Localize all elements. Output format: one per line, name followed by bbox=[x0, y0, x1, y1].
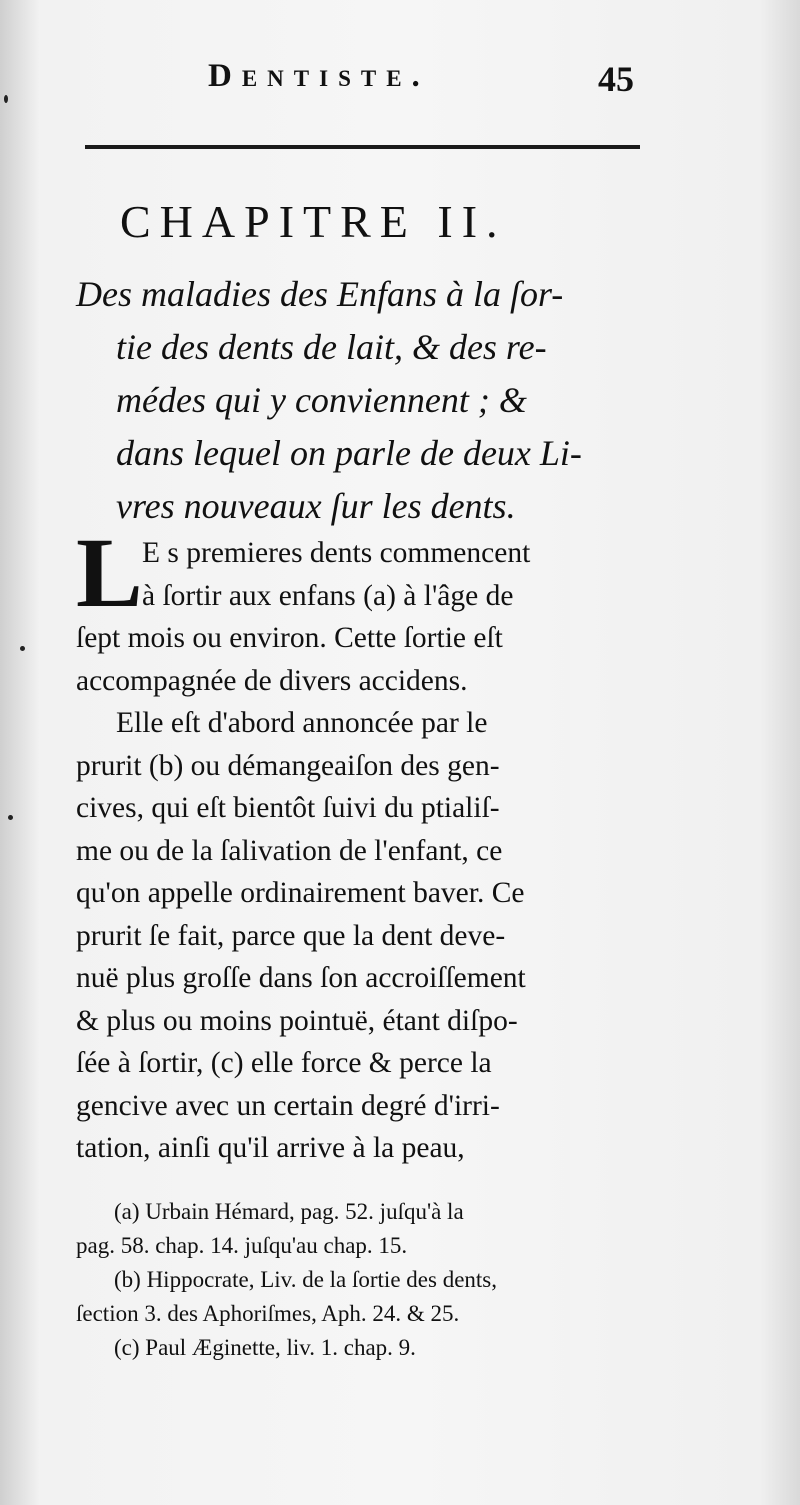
body-line: ſée à ſortir, (c) elle force & perce la bbox=[76, 1047, 492, 1079]
body-line: gencive avec un certain degré d'irri- bbox=[76, 1089, 500, 1122]
ink-speck bbox=[20, 646, 25, 651]
running-head bbox=[0, 58, 800, 102]
body-line: accompagnée de divers accidens. bbox=[76, 664, 468, 697]
body-line: tation, ainſi qu'il arrive à la peau, bbox=[76, 1132, 465, 1164]
body-line: nuë plus groſſe dans ſon accroiſſement bbox=[76, 962, 526, 994]
footnote-line: (c) Paul Æginette, liv. 1. chap. 9. bbox=[114, 1335, 416, 1360]
footnote-line: (a) Urbain Hémard, pag. 52. juſqu'à la bbox=[114, 1199, 464, 1224]
subtitle-line: dans lequel on parle de deux Li- bbox=[116, 433, 582, 473]
chapter-subtitle bbox=[76, 268, 676, 533]
drop-cap: L bbox=[76, 517, 143, 628]
body-text bbox=[76, 517, 676, 1170]
body-line: E s premieres dents commencent bbox=[142, 537, 531, 569]
footnote-line: (b) Hippocrate, Liv. de la ſortie des dents, bbox=[114, 1267, 497, 1292]
subtitle-line: Des maladies des Enfans à la ſor- bbox=[76, 274, 564, 314]
body-line: me ou de la ſalivation de l'enfant, ce bbox=[76, 834, 503, 867]
chapter-title: CHAPITRE II. bbox=[120, 196, 507, 247]
body-line: qu'on appelle ordinairement baver. Ce bbox=[76, 877, 525, 909]
body-line: prurit ſe fait, parce que la dent deve- bbox=[76, 919, 506, 952]
ink-speck bbox=[4, 95, 8, 103]
header-rule bbox=[85, 145, 640, 149]
running-title: Dentiste. bbox=[208, 58, 430, 94]
subtitle-line: tie des dents de lait, & des re- bbox=[116, 327, 547, 367]
ink-speck bbox=[8, 815, 13, 820]
page-number: 45 bbox=[598, 59, 634, 99]
body-line: Elle eſt d'abord annoncée par le bbox=[116, 707, 488, 739]
subtitle-line: vres nouveaux ſur les dents. bbox=[116, 486, 516, 526]
footnote-line: pag. 58. chap. 14. juſqu'au chap. 15. bbox=[76, 1233, 408, 1258]
subtitle-line: médes qui y conviennent ; & bbox=[116, 380, 527, 420]
body-line: prurit (b) ou démangeaiſon des gen- bbox=[76, 749, 500, 782]
body-line: à ſortir aux enfans (a) à l'âge de bbox=[142, 579, 514, 612]
body-line: cives, qui eſt bientôt ſuivi du ptialiſ- bbox=[76, 792, 500, 824]
body-line: & plus ou moins pointuë, étant diſpo- bbox=[76, 1004, 518, 1037]
body-line: ſept mois ou environ. Cette ſortie eſt bbox=[76, 622, 503, 654]
footnote-line: ſection 3. des Aphoriſmes, Aph. 24. & 25. bbox=[76, 1301, 460, 1326]
footnotes bbox=[76, 1195, 676, 1365]
